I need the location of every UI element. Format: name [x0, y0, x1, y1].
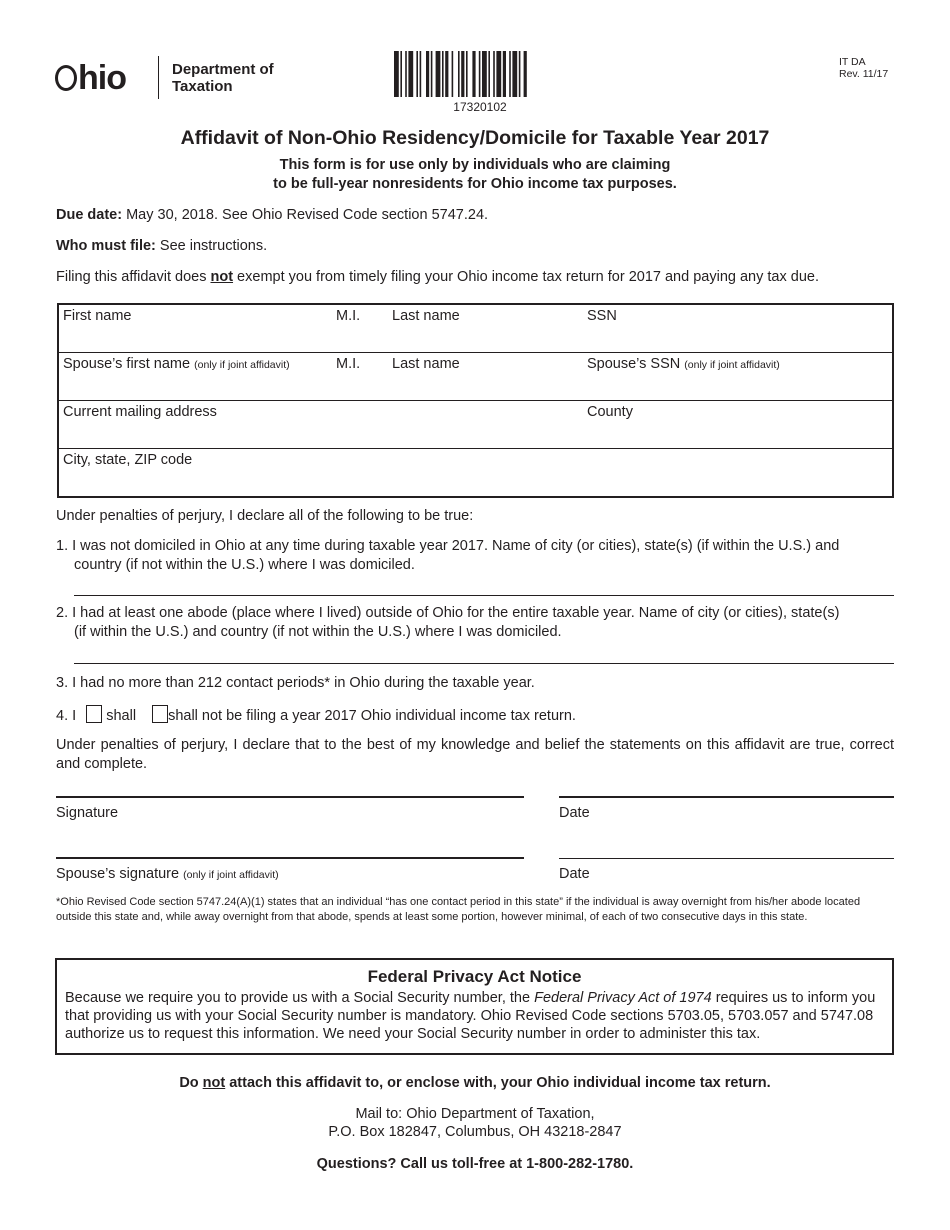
- first-name-field[interactable]: [58, 304, 893, 353]
- mail-to-line1: Mail to: Ohio Department of Taxation,: [355, 1106, 595, 1122]
- dept-line1: Department of: [172, 61, 274, 78]
- privacy-act-name: Federal Privacy Act of 1974: [534, 990, 712, 1006]
- privacy-body: [65, 989, 884, 1043]
- date-label: Date: [559, 805, 590, 821]
- item1-line1: 1. I was not domiciled in Ohio at any time during taxable year 2017. Name of city (or cities), state(s) (if within the U.S.) and: [56, 538, 840, 554]
- item-2: [56, 604, 896, 642]
- item1-answer-line[interactable]: [74, 595, 894, 596]
- page-title: Affidavit of Non-Ohio Residency/Domicile for Taxable Year 2017: [180, 127, 770, 149]
- mailing-address-field[interactable]: [58, 401, 893, 449]
- city-state-zip-label: City, state, ZIP code: [63, 452, 193, 468]
- taxpayer-info-table: [57, 303, 894, 498]
- questions-line: Questions? Call us toll-free at 1-800-282-1780.: [316, 1156, 634, 1172]
- shall-not-label: shall not be filing a year 2017 Ohio individual income tax return.: [168, 708, 576, 724]
- footnote: *Ohio Revised Code section 5747.24(A)(1) states that an individual “has one contact period in this state” if the individual is away overnight from his/her abode located outside this state and, while away overnight from that abode, spends at least some portion, however minimal, of each of two consecutive days in this state.: [56, 896, 861, 923]
- item-1: [56, 537, 896, 575]
- attach-note-emphasis: not: [202, 1075, 226, 1091]
- due-date-text: May 30, 2018. See Ohio Revised Code section 5747.24.: [122, 207, 489, 223]
- subtitle: [0, 156, 950, 194]
- spouse-last-name-label: Last name: [392, 356, 460, 372]
- spouse-first-name-label: [63, 356, 290, 372]
- logo-divider: [158, 56, 159, 99]
- item1-line2: country (if not within the U.S.) where I was domiciled.: [74, 557, 415, 573]
- first-name-label: First name: [63, 308, 132, 324]
- form-revision: Rev. 11/17: [839, 68, 889, 80]
- item-4: [56, 705, 896, 726]
- barcode-number: 17320102: [453, 100, 507, 114]
- barcode-icon: [394, 51, 564, 97]
- privacy-notice: [55, 958, 894, 1055]
- spouse-ssn-note: (only if joint affidavit): [684, 359, 780, 371]
- spouse-mi-label: M.I.: [336, 356, 361, 372]
- ssn-label: SSN: [587, 308, 617, 324]
- city-state-zip-field[interactable]: [58, 449, 893, 498]
- attach-note-after: attach this affidavit to, or enclose with, your Ohio individual income tax return.: [225, 1075, 771, 1091]
- spouse-signature-label: [56, 865, 279, 884]
- attach-note-before: Do: [179, 1075, 203, 1091]
- spouse-name-field[interactable]: [58, 353, 893, 401]
- mi-label: M.I.: [336, 308, 361, 324]
- declaration-intro: Under penalties of perjury, I declare all of the following to be true:: [56, 508, 474, 524]
- signature-line[interactable]: [56, 796, 524, 798]
- filing-note-after: exempt you from timely filing your Ohio income tax return for 2017 and paying any tax due.: [233, 269, 819, 285]
- item2-answer-line[interactable]: [74, 663, 894, 664]
- subtitle-line1: This form is for use only by individuals who are claiming: [279, 157, 671, 173]
- dept-line2: Taxation: [172, 78, 233, 95]
- taxpayer-row: [58, 304, 893, 353]
- spouse-signature-text: Spouse’s signature: [56, 866, 180, 882]
- item2-line2: (if within the U.S.) and country (if not within the U.S.) where I was domiciled.: [74, 624, 562, 640]
- who-must-file-label: Who must file:: [56, 238, 156, 254]
- spouse-date-line[interactable]: [559, 858, 894, 859]
- shall-checkbox[interactable]: [86, 705, 102, 723]
- date-line[interactable]: [559, 796, 894, 798]
- privacy-body-after: requires us to inform you that providing us with your Social Security number is mandatory. Ohio Revised Code sections 5703.05, 5703.057 and 5747.08 authorize us to request this information. We need your Social Security number in order to administer this tax.: [65, 990, 876, 1042]
- signature-label: Signature: [56, 805, 119, 821]
- due-date-label: Due date:: [56, 207, 123, 223]
- mailing-address-label: Current mailing address: [63, 404, 217, 420]
- privacy-heading: Federal Privacy Act Notice: [367, 967, 582, 986]
- last-name-label: Last name: [392, 308, 460, 324]
- item-3: 3. I had no more than 212 contact periods* in Ohio during the taxable year.: [56, 675, 535, 691]
- who-must-file: [56, 237, 267, 255]
- spouse-signature-line[interactable]: [56, 857, 524, 859]
- shall-not-checkbox[interactable]: [152, 705, 168, 723]
- department-name: [172, 61, 274, 95]
- county-label: County: [587, 404, 633, 420]
- filing-note: [56, 268, 819, 286]
- due-date: [56, 206, 488, 224]
- filing-note-emphasis: not: [210, 269, 234, 285]
- spouse-ssn-label: [587, 356, 780, 372]
- form-id-code: IT DA: [839, 56, 866, 68]
- spouse-ssn-text: Spouse’s SSN: [587, 356, 681, 372]
- form-id: [839, 56, 888, 80]
- city-row: [58, 449, 893, 498]
- item2-line1: 2. I had at least one abode (place where I lived) outside of Ohio for the entire taxable year. Name of city (or cities), state(s): [56, 605, 840, 621]
- who-must-file-text: See instructions.: [155, 238, 268, 254]
- filing-note-before: Filing this affidavit does: [56, 269, 211, 285]
- mail-to-line2: P.O. Box 182847, Columbus, OH 43218-2847: [328, 1124, 622, 1140]
- item4-prefix: 4. I: [56, 708, 77, 724]
- address-row: [58, 401, 893, 449]
- mailing-address: [0, 1105, 950, 1141]
- subtitle-line2: to be full-year nonresidents for Ohio income tax purposes.: [273, 176, 677, 192]
- attach-note: [0, 1074, 950, 1092]
- spouse-first-name-text: Spouse’s first name: [63, 356, 191, 372]
- spouse-signature-note: (only if joint affidavit): [183, 869, 279, 881]
- spouse-row: [58, 353, 893, 401]
- logo-text: hio: [78, 59, 126, 97]
- shall-label: shall: [106, 708, 137, 724]
- perjury-statement: Under penalties of perjury, I declare that to the best of my knowledge and belief the statements on this affidavit are true, correct and complete.: [56, 737, 894, 772]
- spouse-first-note: (only if joint affidavit): [194, 359, 290, 371]
- spouse-date-label: Date: [559, 866, 590, 882]
- logo-o-icon: [55, 65, 77, 91]
- ohio-logo: [55, 58, 126, 98]
- privacy-body-before: Because we require you to provide us with a Social Security number, the: [65, 990, 535, 1006]
